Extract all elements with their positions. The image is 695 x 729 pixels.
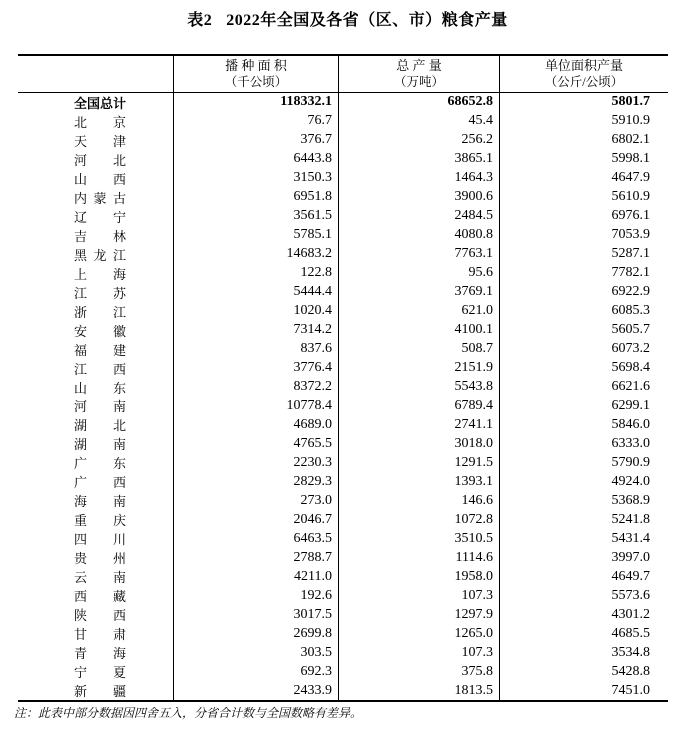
province-name: 河 南 xyxy=(74,399,126,415)
province-name-cell xyxy=(18,415,174,434)
province-name: 内 蒙 古 xyxy=(74,190,126,206)
total-output-value: 375.8 xyxy=(339,662,500,681)
total-output-value: 4100.1 xyxy=(339,321,500,340)
sown-area-value: 8372.2 xyxy=(174,378,339,397)
sown-area-value: 5785.1 xyxy=(174,226,339,245)
province-name: 河 北 xyxy=(74,152,126,168)
header-unit-yield-cell xyxy=(500,56,668,93)
sown-area-value: 2699.8 xyxy=(174,624,339,643)
sown-area-value: 1020.4 xyxy=(174,302,339,321)
sown-area-value: 692.3 xyxy=(174,662,339,681)
sown-area-value: 6951.8 xyxy=(174,188,339,207)
unit-yield-value: 5790.9 xyxy=(611,454,650,470)
unit-yield-value: 3534.8 xyxy=(611,644,650,660)
province-name-cell xyxy=(18,662,174,681)
sown-area-value: 2829.3 xyxy=(174,472,339,491)
province-name-cell xyxy=(18,586,174,605)
header-sown-area-cell xyxy=(174,56,339,93)
province-name: 新 疆 xyxy=(74,684,126,700)
province-name-cell xyxy=(18,169,174,188)
province-name-cell xyxy=(18,207,174,226)
province-name: 江 苏 xyxy=(74,285,126,301)
unit-yield-value: 4301.2 xyxy=(611,606,650,622)
total-output-value: 256.2 xyxy=(339,131,500,150)
header-total-output-unit: （万吨） xyxy=(393,75,444,89)
sown-area-value: 303.5 xyxy=(174,643,339,662)
total-output-value: 1958.0 xyxy=(339,567,500,586)
total-output-value: 3865.1 xyxy=(339,150,500,169)
header-unit-yield-label: 单位面积产量 xyxy=(544,58,623,73)
total-output-value: 107.3 xyxy=(339,586,500,605)
province-name: 湖 北 xyxy=(74,418,126,434)
table-body xyxy=(18,93,668,700)
sown-area-value: 3017.5 xyxy=(174,605,339,624)
sown-area-value: 3561.5 xyxy=(174,207,339,226)
province-name: 宁 夏 xyxy=(74,665,126,681)
header-unit-yield-unit: （公斤/公顷） xyxy=(544,75,624,89)
total-output-value: 3510.5 xyxy=(339,529,500,548)
header-province-cell xyxy=(18,56,174,93)
footnote: 注：此表中部分数据因四舍五入，分省合计数与全国数略有差异。 xyxy=(14,706,363,720)
province-name: 云 南 xyxy=(74,570,126,586)
province-name-cell xyxy=(18,378,174,397)
province-name: 重 庆 xyxy=(74,513,126,529)
unit-yield-value: 6073.2 xyxy=(611,341,650,357)
unit-yield-value: 5431.4 xyxy=(611,530,650,546)
unit-yield-value: 5573.6 xyxy=(611,587,650,603)
province-name: 青 海 xyxy=(74,646,126,662)
province-name: 辽 宁 xyxy=(74,209,126,225)
total-output-value: 5543.8 xyxy=(339,378,500,397)
total-output-value: 95.6 xyxy=(339,264,500,283)
unit-yield-value: 4647.9 xyxy=(611,170,650,186)
province-name: 天 津 xyxy=(74,133,126,149)
province-name: 甘 肃 xyxy=(74,627,126,643)
sown-area-value: 4211.0 xyxy=(174,567,339,586)
province-name-cell xyxy=(18,321,174,340)
unit-yield-value: 3997.0 xyxy=(611,549,650,565)
header-total-output-cell xyxy=(339,56,500,93)
province-name: 江 西 xyxy=(74,361,126,377)
unit-yield-value: 4649.7 xyxy=(611,568,650,584)
unit-yield-value: 5605.7 xyxy=(611,322,650,338)
unit-yield-value: 6299.1 xyxy=(611,397,650,413)
province-name: 陕 西 xyxy=(74,608,126,624)
total-output-value: 1265.0 xyxy=(339,624,500,643)
unit-yield-value: 7782.1 xyxy=(611,265,650,281)
sown-area-value: 76.7 xyxy=(174,112,339,131)
province-name-cell xyxy=(18,624,174,643)
province-name: 福 建 xyxy=(74,342,126,358)
unit-yield-value: 5910.9 xyxy=(611,113,650,129)
sown-area-value: 4689.0 xyxy=(174,415,339,434)
total-output-value: 3900.6 xyxy=(339,188,500,207)
header-total-output-label: 总 产 量 xyxy=(396,58,442,73)
province-name: 浙 江 xyxy=(74,304,126,320)
grain-production-table xyxy=(18,54,668,702)
total-output-value: 6789.4 xyxy=(339,397,500,416)
header-sown-area-label: 播 种 面 积 xyxy=(225,58,287,73)
province-name-cell xyxy=(18,453,174,472)
unit-yield-value: 5241.8 xyxy=(611,511,650,527)
table-title xyxy=(0,7,695,30)
unit-yield-value: 6976.1 xyxy=(611,208,650,224)
unit-yield-value: 5801.7 xyxy=(611,94,650,110)
province-name: 海 南 xyxy=(74,494,126,510)
province-name-cell xyxy=(18,283,174,302)
province-name-cell xyxy=(18,491,174,510)
total-output-value: 146.6 xyxy=(339,491,500,510)
province-name-cell xyxy=(18,245,174,264)
province-name: 全 国 总 计 xyxy=(74,95,127,111)
sown-area-value: 10778.4 xyxy=(174,397,339,416)
total-output-value: 1297.9 xyxy=(339,605,500,624)
total-output-value: 45.4 xyxy=(339,112,500,131)
sown-area-value: 5444.4 xyxy=(174,283,339,302)
total-output-value: 2741.1 xyxy=(339,415,500,434)
sown-area-value: 3776.4 xyxy=(174,359,339,378)
province-name-cell xyxy=(18,131,174,150)
total-output-value: 1393.1 xyxy=(339,472,500,491)
total-output-value: 508.7 xyxy=(339,340,500,359)
total-output-value: 1072.8 xyxy=(339,510,500,529)
province-name-cell xyxy=(18,93,174,112)
sown-area-value: 2433.9 xyxy=(174,681,339,700)
province-name: 山 西 xyxy=(74,171,126,187)
sown-area-value: 122.8 xyxy=(174,264,339,283)
sown-area-value: 14683.2 xyxy=(174,245,339,264)
unit-yield-value: 6621.6 xyxy=(611,379,650,395)
province-name: 北 京 xyxy=(74,114,126,130)
province-name-cell xyxy=(18,510,174,529)
province-name-cell xyxy=(18,529,174,548)
total-output-value: 1464.3 xyxy=(339,169,500,188)
sown-area-value: 6443.8 xyxy=(174,150,339,169)
province-name-cell xyxy=(18,681,174,700)
province-name-cell xyxy=(18,605,174,624)
province-name-cell xyxy=(18,567,174,586)
unit-yield-value: 6085.3 xyxy=(611,303,650,319)
province-name: 广 西 xyxy=(74,475,126,491)
province-name: 黑 龙 江 xyxy=(74,247,126,263)
unit-yield-value: 5610.9 xyxy=(611,189,650,205)
unit-yield-value: 7053.9 xyxy=(611,227,650,243)
sown-area-value: 192.6 xyxy=(174,586,339,605)
table-title-text: 2022年全国及各省（区、市）粮食产量 xyxy=(226,12,508,29)
sown-area-value: 6463.5 xyxy=(174,529,339,548)
unit-yield-value: 7451.0 xyxy=(611,682,650,698)
unit-yield-value: 5998.1 xyxy=(611,151,650,167)
province-name: 贵 州 xyxy=(74,551,126,567)
sown-area-value: 2230.3 xyxy=(174,453,339,472)
province-name-cell xyxy=(18,302,174,321)
unit-yield-value: 5846.0 xyxy=(611,416,650,432)
total-output-value: 2151.9 xyxy=(339,359,500,378)
unit-yield-value: 5368.9 xyxy=(611,492,650,508)
total-output-value: 3018.0 xyxy=(339,434,500,453)
total-output-value: 2484.5 xyxy=(339,207,500,226)
sown-area-value: 837.6 xyxy=(174,340,339,359)
sown-area-value: 7314.2 xyxy=(174,321,339,340)
sown-area-value: 273.0 xyxy=(174,491,339,510)
province-name: 湖 南 xyxy=(74,437,126,453)
sown-area-value: 4765.5 xyxy=(174,434,339,453)
total-output-value: 1114.6 xyxy=(339,548,500,567)
province-name-cell xyxy=(18,359,174,378)
total-output-value: 68652.8 xyxy=(339,93,500,112)
province-name-cell xyxy=(18,188,174,207)
total-output-value: 4080.8 xyxy=(339,226,500,245)
province-name-cell xyxy=(18,264,174,283)
province-name-cell xyxy=(18,150,174,169)
total-output-value: 1813.5 xyxy=(339,681,500,700)
province-name-cell xyxy=(18,226,174,245)
header-sown-area-unit: （千公顷） xyxy=(224,75,288,89)
unit-yield-value: 6802.1 xyxy=(611,132,650,148)
unit-yield-value: 6333.0 xyxy=(611,435,650,451)
total-output-value: 621.0 xyxy=(339,302,500,321)
total-output-value: 1291.5 xyxy=(339,453,500,472)
sown-area-value: 376.7 xyxy=(174,131,339,150)
unit-yield-value: 5698.4 xyxy=(611,360,650,376)
unit-yield-value: 4924.0 xyxy=(611,473,650,489)
total-output-value: 107.3 xyxy=(339,643,500,662)
sown-area-value: 3150.3 xyxy=(174,169,339,188)
province-name: 吉 林 xyxy=(74,228,126,244)
unit-yield-value: 5428.8 xyxy=(611,663,650,679)
sown-area-value: 118332.1 xyxy=(174,93,339,112)
province-name-cell xyxy=(18,548,174,567)
province-name-cell xyxy=(18,643,174,662)
province-name-cell xyxy=(18,472,174,491)
table-title-prefix: 表2 xyxy=(187,12,213,29)
table-header-row xyxy=(18,56,668,93)
province-name: 山 东 xyxy=(74,380,126,396)
province-name-cell xyxy=(18,397,174,416)
province-name-cell xyxy=(18,340,174,359)
province-name: 上 海 xyxy=(74,266,126,282)
sown-area-value: 2046.7 xyxy=(174,510,339,529)
unit-yield-value: 5287.1 xyxy=(611,246,650,262)
unit-yield-value: 6922.9 xyxy=(611,284,650,300)
province-name-cell xyxy=(18,434,174,453)
province-name: 四 川 xyxy=(74,532,126,548)
province-name: 安 徽 xyxy=(74,323,126,339)
sown-area-value: 2788.7 xyxy=(174,548,339,567)
total-output-value: 3769.1 xyxy=(339,283,500,302)
province-name-cell xyxy=(18,112,174,131)
unit-yield-value: 4685.5 xyxy=(611,625,650,641)
total-output-value: 7763.1 xyxy=(339,245,500,264)
province-name: 西 藏 xyxy=(74,589,126,605)
province-name: 广 东 xyxy=(74,456,126,472)
